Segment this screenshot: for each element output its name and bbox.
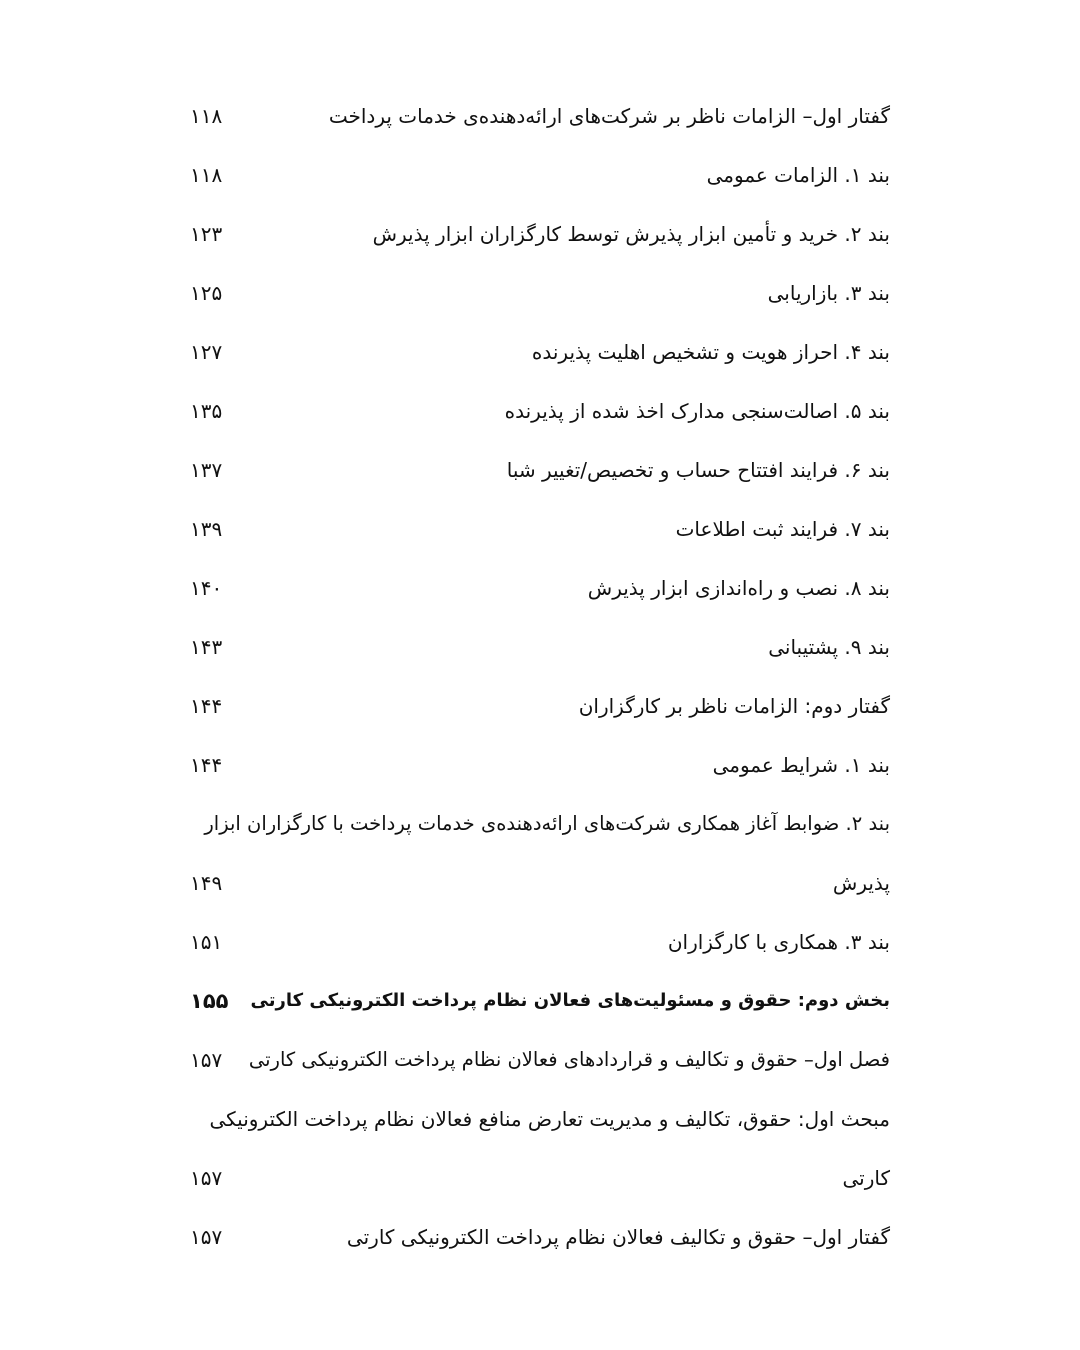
toc-entry-title: بند ۳. همکاری با کارگزاران — [667, 929, 890, 954]
toc-entry-title: بند ۲. ضوابط آغاز همکاری شرکت‌های ارائه‌دهنده‌ی خدمات پرداخت با کارگزاران ابزار — [204, 812, 890, 835]
toc-entry-page: ۱۱۸ — [190, 103, 223, 128]
toc-entry-continuation — [190, 1148, 890, 1207]
toc-entry-page: ۱۵۱ — [190, 929, 223, 954]
toc-entry-page: ۱۵۷ — [190, 1047, 223, 1072]
table-of-contents — [190, 86, 890, 1266]
toc-entry-page: ۱۳۷ — [190, 457, 223, 482]
toc-entry — [190, 145, 890, 204]
toc-entry-title: بند ۹. پشتیبانی — [768, 634, 890, 659]
toc-entry-title: بند ۳. بازاریابی — [767, 280, 890, 305]
toc-entry — [190, 322, 890, 381]
toc-entry — [190, 558, 890, 617]
toc-entry-title: بند ۴. احراز هویت و تشخیص اهلیت پذیرنده — [531, 339, 890, 364]
toc-entry-title-continued: کارتی — [842, 1165, 890, 1190]
toc-entry-title: بند ۷. فرایند ثبت اطلاعات — [675, 516, 890, 541]
toc-entry-page: ۱۵۷ — [190, 1165, 223, 1190]
toc-entry-page: ۱۴۴ — [190, 693, 223, 718]
toc-entry-page: ۱۱۸ — [190, 162, 223, 187]
toc-entry — [190, 499, 890, 558]
toc-entry-page: ۱۲۵ — [190, 280, 223, 305]
toc-entry-title: بند ۱. الزامات عمومی — [706, 162, 890, 187]
toc-entry-title-continued: پذیرش — [832, 870, 890, 895]
toc-entry — [190, 263, 890, 322]
toc-entry — [190, 381, 890, 440]
toc-entry — [190, 735, 890, 794]
toc-entry-page: ۱۵۵ — [190, 988, 229, 1013]
toc-entry-title: مبحث اول: حقوق، تکالیف و مدیریت تعارض منافع فعالان نظام پرداخت الکترونیکی — [209, 1106, 890, 1131]
toc-entry-page: ۱۳۹ — [190, 516, 223, 541]
toc-entry-page: ۱۳۵ — [190, 398, 223, 423]
toc-entry-page: ۱۴۳ — [190, 634, 223, 659]
toc-entry-page: ۱۲۳ — [190, 221, 223, 246]
toc-entry-title: بند ۲. خرید و تأمین ابزار پذیرش توسط کارگزاران ابزار پذیرش — [372, 221, 890, 246]
toc-entry-page: ۱۴۰ — [190, 575, 223, 600]
toc-entry-page: ۱۲۷ — [190, 339, 223, 364]
toc-entry-title: بخش دوم: حقوق و مسئولیت‌های فعالان نظام پرداخت الکترونیکی کارتی — [250, 990, 890, 1011]
toc-entry-title: گفتار دوم: الزامات ناظر بر کارگزاران — [578, 693, 890, 718]
toc-entry-title: بند ۸. نصب و راه‌اندازی ابزار پذیرش — [587, 575, 890, 600]
toc-entry-title: بند ۱. شرایط عمومی — [712, 752, 890, 777]
toc-entry-wrapped-line — [190, 1089, 890, 1148]
toc-entry — [190, 617, 890, 676]
toc-entry-page: ۱۴۹ — [190, 870, 223, 895]
toc-part-heading — [190, 971, 890, 1030]
toc-entry — [190, 86, 890, 145]
toc-entry-title: بند ۵. اصالت‌سنجی مدارک اخذ شده از پذیرنده — [504, 398, 890, 423]
toc-entry-title: بند ۶. فرایند افتتاح حساب و تخصیص/تغییر شبا — [506, 457, 890, 482]
toc-entry-wrapped-line — [190, 794, 890, 853]
toc-entry-page: ۱۵۷ — [190, 1224, 223, 1249]
toc-entry — [190, 676, 890, 735]
toc-entry — [190, 204, 890, 263]
toc-entry — [190, 1030, 890, 1089]
toc-entry-page: ۱۴۴ — [190, 752, 223, 777]
toc-entry-continuation — [190, 853, 890, 912]
toc-entry — [190, 440, 890, 499]
toc-entry-title: گفتار اول– الزامات ناظر بر شرکت‌های ارائه‌دهنده‌ی خدمات پرداخت — [328, 103, 890, 128]
toc-entry-title: فصل اول– حقوق و تکالیف و قراردادهای فعالان نظام پرداخت الکترونیکی کارتی — [248, 1048, 890, 1071]
toc-entry — [190, 912, 890, 971]
toc-entry-title: گفتار اول– حقوق و تکالیف فعالان نظام پرداخت الکترونیکی کارتی — [346, 1224, 890, 1249]
toc-entry — [190, 1207, 890, 1266]
